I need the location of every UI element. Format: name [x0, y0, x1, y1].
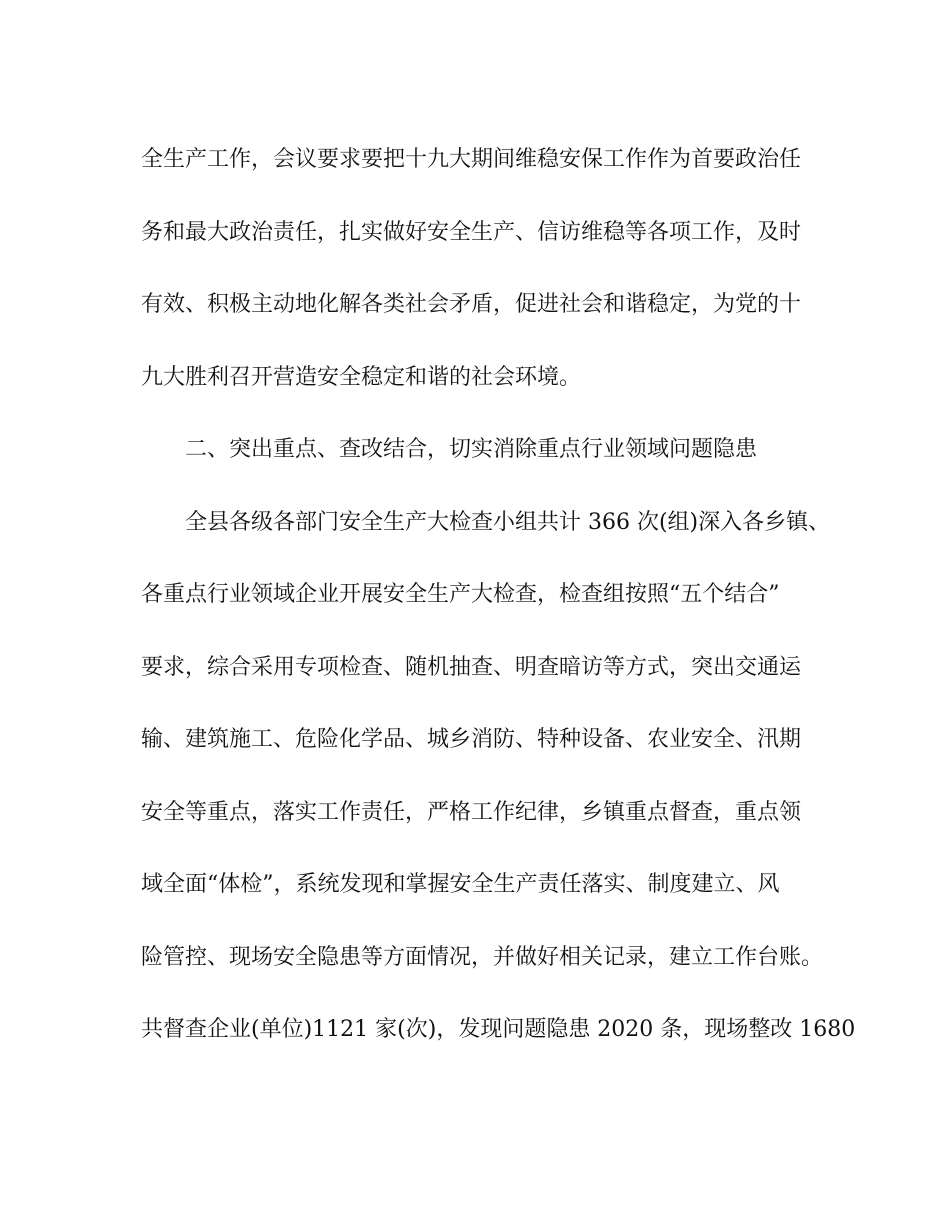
section-heading: 二、突出重点、查改结合，切实消除重点行业领域问题隐患	[185, 437, 758, 462]
body-text-line: 全县各级各部门安全生产大检查小组共计 366 次(组)深入各乡镇、	[185, 509, 831, 535]
body-text-line: 全生产工作，会议要求要把十九大期间维稳安保工作作为首要政治任	[141, 147, 802, 172]
body-text-line: 输、建筑施工、危险化学品、城乡消防、特种设备、农业安全、汛期	[141, 727, 802, 752]
body-text-line: 九大胜利召开营造安全稳定和谐的社会环境。	[141, 364, 582, 390]
body-text-line: 共督查企业(单位)1121 家(次)，发现问题隐患 2020 条，现场整改 1680	[141, 1017, 856, 1042]
body-text-line: 务和最大政治责任，扎实做好安全生产、信访维稳等各项工作，及时	[141, 219, 802, 245]
body-text-line: 各重点行业领域企业开展安全生产大检查，检查组按照“五个结合”	[141, 582, 780, 607]
body-text-line: 域全面“体检”，系统发现和掌握安全生产责任落实、制度建立、风	[141, 872, 780, 897]
document-body	[141, 134, 856, 1077]
body-text-line: 险管控、现场安全隐患等方面情况，并做好相关记录，建立工作台账。	[141, 944, 824, 970]
body-text-line: 有效、积极主动地化解各类社会矛盾，促进社会和谐稳定，为党的十	[141, 292, 802, 317]
body-text-line: 要求，综合采用专项检查、随机抽查、明查暗访等方式，突出交通运	[141, 654, 802, 680]
body-text-line: 安全等重点，落实工作责任，严格工作纪律，乡镇重点督查，重点领	[141, 799, 802, 825]
